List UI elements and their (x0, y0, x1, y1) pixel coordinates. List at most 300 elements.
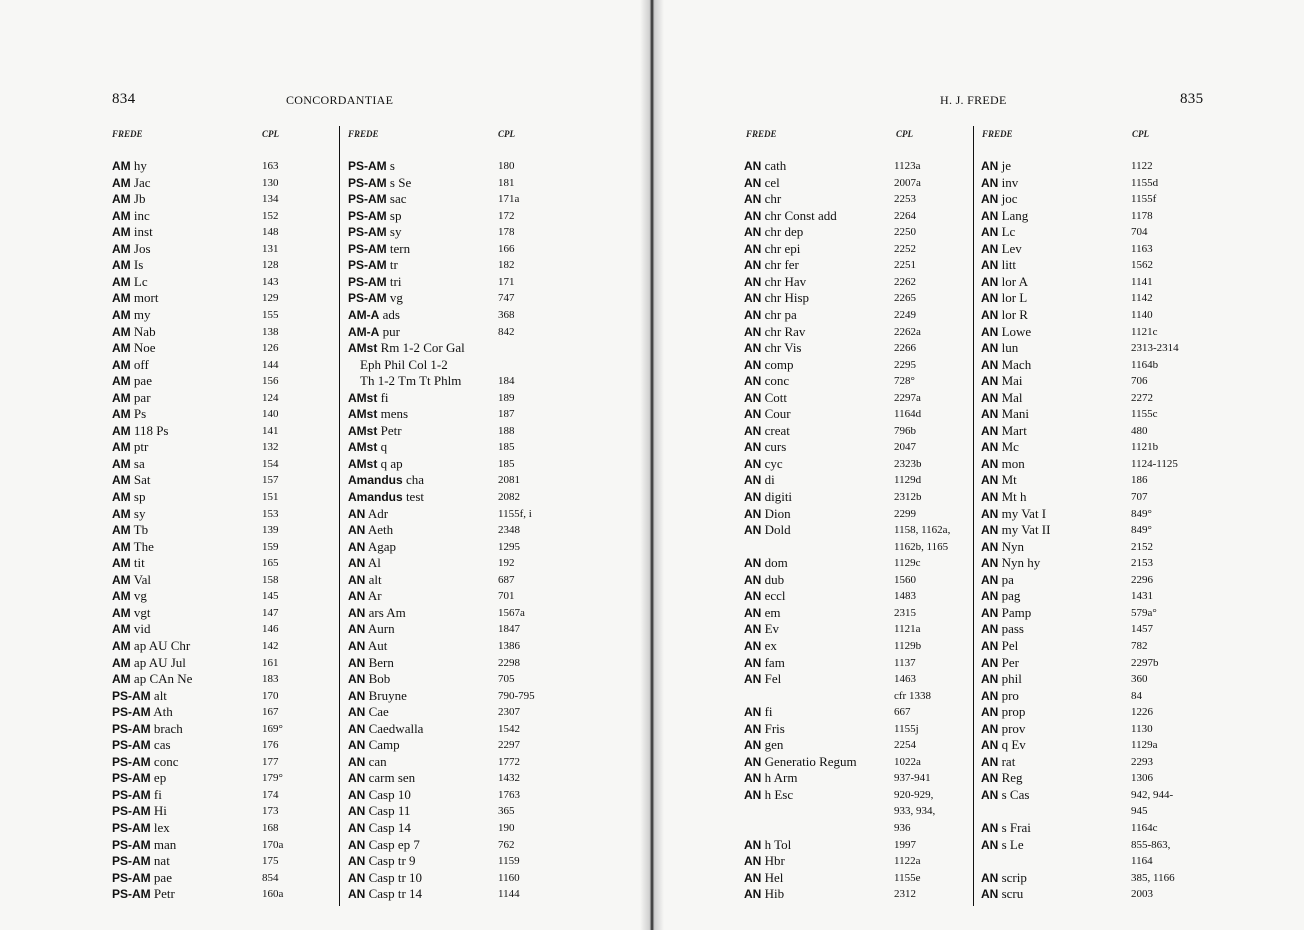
entry-siglum (981, 423, 1027, 439)
entry-siglum (744, 290, 809, 306)
entry-cpl-number: 186 (1131, 474, 1148, 487)
entry-siglum (112, 373, 152, 389)
entry-author-abbrev: AN (744, 208, 762, 223)
entry-work-abbrev: lor A (998, 273, 1028, 289)
entry-cpl-number: 169° (262, 722, 283, 735)
entry-work-abbrev: nat (150, 853, 170, 869)
entry-author-abbrev: AM (112, 605, 131, 620)
entry-cpl-number: 1178 (1131, 209, 1153, 222)
entry-work-abbrev: ads (379, 306, 400, 322)
entry-siglum (348, 737, 400, 753)
entry-author-abbrev: PS-AM (348, 225, 387, 240)
entry-siglum (348, 324, 400, 340)
entry-cpl-number: 2297b (1131, 656, 1159, 669)
entry-cpl-number: 368 (498, 308, 515, 321)
entry-work-abbrev: Casp tr 9 (365, 853, 416, 869)
entry-author-abbrev: AN (348, 622, 366, 637)
entry-cpl-number: 157 (262, 474, 279, 487)
entry-work-abbrev: lex (150, 820, 170, 835)
entry-author-abbrev: AM (112, 341, 131, 356)
entry-work-abbrev: Jb (130, 191, 146, 207)
entry-author-abbrev: AN (348, 672, 366, 687)
entry-author-abbrev: AN (348, 655, 366, 670)
entry-work-abbrev: brach (150, 720, 183, 736)
entry-work-abbrev: em (761, 604, 781, 620)
entry-author-abbrev: AN (348, 556, 366, 571)
entry-siglum (744, 605, 780, 621)
entry-work-abbrev: vgt (130, 604, 151, 620)
entry-author-abbrev: AMst (348, 423, 378, 438)
entry-siglum (112, 241, 151, 257)
entry-siglum (981, 754, 1015, 770)
entry-cpl-number: 129 (262, 292, 279, 305)
entry-author-abbrev: AM (112, 556, 131, 571)
entry-siglum (112, 472, 151, 488)
entry-siglum (348, 506, 388, 522)
entry-cpl-number: 163 (262, 160, 279, 172)
entry-cpl-number: 1121b (1131, 441, 1159, 454)
entry-author-abbrev: AM (112, 324, 131, 339)
entry-cpl-number: 1141 (1131, 275, 1153, 288)
entry-author-abbrev: AN (744, 672, 762, 687)
entry-cpl-number: 667 (894, 706, 911, 719)
entry-siglum (981, 737, 1026, 753)
entry-author-abbrev: AN (744, 159, 762, 173)
entry-work-abbrev: phil (998, 671, 1022, 687)
entry-cpl-number: 188 (498, 424, 515, 437)
entry-work-abbrev: Camp (365, 737, 400, 753)
entry-work-abbrev: chr fer (761, 257, 799, 273)
entry-siglum (981, 257, 1016, 273)
entry-author-abbrev: AM (112, 523, 131, 538)
entry-author-abbrev: AN (744, 854, 762, 869)
entry-work-abbrev: Casp 11 (365, 803, 411, 819)
entry-author-abbrev: AN (981, 192, 999, 207)
entry-work-abbrev: digiti (761, 489, 793, 504)
entry-siglum (744, 208, 837, 224)
entry-work-abbrev: Lev (998, 240, 1022, 256)
entry-work-abbrev: Sat (130, 472, 151, 488)
entry-cpl-number: 1155d (1131, 176, 1159, 189)
entry-work-abbrev: inst (130, 224, 153, 240)
entry-cpl-number: 134 (262, 193, 279, 206)
entry-cpl-number: 1847 (498, 623, 520, 636)
entry-author-abbrev: AM (112, 655, 131, 670)
entry-siglum (348, 472, 424, 488)
entry-cpl-number: 728° (894, 375, 915, 388)
entry-siglum (981, 621, 1024, 637)
entry-siglum (981, 357, 1031, 373)
entry-siglum (981, 886, 1023, 902)
entry-author-abbrev: AN (744, 357, 762, 372)
entry-work-abbrev: Dion (761, 505, 791, 521)
entry-author-abbrev: AN (981, 258, 999, 273)
entry-cpl-number: 1155f, i (498, 507, 532, 520)
entry-work-abbrev: comp (761, 356, 794, 372)
entry-cpl-number: 1121c (1131, 325, 1158, 338)
entry-siglum (348, 621, 395, 637)
entry-cpl-number: 144 (262, 358, 279, 371)
entry-author-abbrev: AN (348, 771, 366, 786)
entry-work-abbrev: sp (130, 489, 146, 504)
entry-work-abbrev: je (998, 158, 1011, 173)
entry-siglum (112, 274, 148, 290)
entry-siglum (348, 870, 422, 886)
entry-cpl-number: 181 (498, 176, 515, 189)
entry-siglum (112, 439, 148, 455)
entry-work-abbrev: Generatio Regum (761, 753, 857, 769)
entry-author-abbrev: AN (744, 440, 762, 455)
entry-cpl-number: 2293 (1131, 755, 1153, 768)
entry-cpl-number: 171a (498, 193, 520, 206)
entry-cpl-number: 2297 (498, 739, 520, 752)
entry-siglum (744, 588, 786, 604)
entry-siglum (348, 340, 465, 356)
entry-work-abbrev: cel (761, 174, 780, 190)
entry-siglum (112, 208, 150, 224)
entry-author-abbrev: AM (112, 291, 131, 306)
entry-siglum (981, 340, 1018, 356)
entry-author-abbrev: PS-AM (112, 821, 151, 835)
entry-author-abbrev: Amandus (348, 490, 403, 504)
entry-author-abbrev: AM-A (348, 324, 380, 339)
entry-work-abbrev: conc (761, 373, 790, 389)
entry-cpl-number: 933, 934, (894, 805, 936, 818)
entry-siglum (981, 522, 1050, 538)
entry-work-abbrev: cas (150, 737, 171, 753)
entry-author-abbrev: AN (744, 556, 762, 571)
entry-author-abbrev: Amandus (348, 473, 403, 488)
entry-siglum (981, 837, 1024, 853)
entry-cpl-number: 2153 (1131, 557, 1153, 570)
entry-author-abbrev: AM (112, 374, 131, 389)
entry-author-abbrev: AN (744, 572, 762, 587)
entry-cpl-number: 189 (498, 391, 515, 404)
entry-author-abbrev: AN (348, 506, 366, 521)
entry-work-abbrev: q ap (377, 455, 403, 471)
entry-cpl-number: 166 (498, 242, 515, 255)
entry-siglum (112, 340, 156, 356)
entry-cpl-number: 2152 (1131, 540, 1153, 553)
entry-author-abbrev: PS-AM (112, 721, 151, 736)
entry-siglum (348, 638, 387, 654)
entry-work-abbrev: my Vat I (998, 505, 1047, 521)
entry-author-abbrev: AN (981, 655, 999, 670)
entry-author-abbrev: AN (744, 887, 762, 902)
entry-siglum (744, 886, 784, 902)
entry-author-abbrev: AN (981, 837, 999, 852)
entry-author-abbrev: AN (981, 407, 999, 422)
entry-siglum (348, 721, 423, 737)
entry-work-abbrev: Ar (365, 588, 382, 604)
entry-cpl-number: 937-941 (894, 772, 931, 785)
entry-siglum (348, 671, 390, 687)
entry-work-abbrev: carm sen (365, 770, 416, 786)
entry-cpl-number: 1142 (1131, 292, 1153, 305)
entry-work-abbrev: lor L (998, 290, 1028, 306)
entry-siglum (744, 456, 783, 472)
entry-cpl-number: 1129c (894, 557, 921, 570)
entry-cpl-number: 1431 (1131, 590, 1153, 603)
entry-cpl-number: 185 (498, 457, 515, 470)
entry-siglum (981, 870, 1027, 886)
entry-author-abbrev: AN (981, 208, 999, 223)
entry-siglum (112, 324, 156, 340)
entry-siglum (348, 373, 461, 389)
entry-siglum (981, 158, 1011, 174)
entry-cpl-number: 1483 (894, 590, 916, 603)
entry-cpl-number: 170 (262, 689, 279, 702)
entry-cpl-number: 704 (1131, 226, 1148, 239)
entry-work-abbrev: cha (402, 472, 424, 488)
entry-siglum (348, 175, 411, 191)
entry-siglum (112, 224, 153, 240)
entry-cpl-number: 126 (262, 342, 279, 355)
entry-cpl-number: 177 (262, 755, 279, 768)
entry-author-abbrev: AN (744, 655, 762, 670)
entry-siglum (744, 274, 806, 290)
entry-siglum (981, 820, 1031, 836)
entry-cpl-number: 140 (262, 408, 279, 421)
entry-author-abbrev: AN (744, 523, 762, 538)
entry-author-abbrev: AM (112, 159, 131, 173)
entry-cpl-number: 1164d (894, 408, 922, 421)
entry-cpl-number: 2253 (894, 193, 916, 206)
entry-author-abbrev: AN (744, 225, 762, 240)
entry-work-abbrev: Hel (761, 869, 784, 885)
entry-siglum (348, 555, 381, 571)
entry-siglum (744, 357, 793, 373)
entry-cpl-number: 1163 (1131, 242, 1153, 255)
entry-siglum (981, 208, 1028, 224)
entry-work-abbrev: s Frai (998, 820, 1031, 835)
entry-author-abbrev: AMst (348, 456, 378, 471)
entry-cpl-number: 192 (498, 557, 515, 570)
entry-cpl-number: 936 (894, 822, 911, 834)
entry-siglum (981, 406, 1029, 422)
entry-work-abbrev: scru (998, 886, 1024, 902)
entry-siglum (112, 191, 145, 207)
entry-siglum (744, 572, 784, 588)
entry-siglum (112, 158, 147, 174)
entry-author-abbrev: AM (112, 672, 131, 687)
entry-author-abbrev: AMst (348, 407, 378, 422)
entry-author-abbrev: AM (112, 175, 131, 190)
entry-cpl-number: 173 (262, 805, 279, 818)
entry-work-abbrev: Caedwalla (365, 720, 424, 736)
entry-author-abbrev: AN (744, 870, 762, 885)
entry-cpl-number: 2315 (894, 606, 916, 619)
entry-author-abbrev: AN (981, 159, 999, 173)
entry-work-abbrev: ex (761, 637, 777, 653)
entry-work-abbrev: scrip (998, 869, 1027, 885)
column-divider (973, 126, 974, 906)
entry-cpl-number: 2299 (894, 507, 916, 520)
entry-work-abbrev: Jac (130, 174, 151, 190)
entry-siglum (744, 191, 781, 207)
entry-cpl-number: 849° (1131, 524, 1152, 537)
entry-author-abbrev: AN (744, 390, 762, 405)
entry-siglum (112, 770, 166, 786)
entry-cpl-number: 2249 (894, 308, 916, 321)
entry-cpl-number: 183 (262, 673, 279, 686)
entry-author-abbrev: AN (981, 225, 999, 240)
entry-siglum (981, 390, 1023, 406)
entry-cpl-number: 1159 (498, 855, 520, 868)
entry-siglum (981, 489, 1027, 505)
entry-author-abbrev: AM (112, 192, 131, 207)
entry-cpl-number: 706 (1131, 375, 1148, 388)
entry-siglum (744, 837, 791, 853)
entry-cpl-number: 2251 (894, 259, 916, 272)
col-head-cpl: CPL (498, 129, 515, 139)
entry-siglum (744, 621, 779, 637)
entry-author-abbrev: AN (744, 605, 762, 620)
entry-siglum (112, 522, 148, 538)
entry-work-abbrev: chr Const add (761, 207, 837, 223)
entry-work-abbrev: Cae (365, 704, 389, 720)
entry-author-abbrev: AN (981, 821, 999, 835)
entry-work-abbrev: sy (386, 224, 402, 240)
entry-siglum (348, 158, 395, 174)
entry-author-abbrev: AN (744, 771, 762, 786)
entry-cpl-number: 1432 (498, 772, 520, 785)
book-gutter (640, 0, 664, 930)
entry-cpl-number: 2250 (894, 226, 916, 239)
entry-work-abbrev: inv (998, 174, 1019, 190)
entry-work-abbrev: Is (130, 257, 144, 273)
entry-work-abbrev: lor R (998, 306, 1028, 322)
entry-author-abbrev: AN (744, 407, 762, 422)
entry-cpl-number: 170a (262, 838, 284, 851)
entry-cpl-number: 1158, 1162a, (894, 524, 951, 537)
entry-work-abbrev: Dold (761, 522, 791, 538)
entry-cpl-number: 130 (262, 176, 279, 189)
entry-siglum (112, 820, 170, 836)
entry-cpl-number: 796b (894, 424, 916, 437)
entry-siglum (981, 506, 1046, 522)
entry-siglum (112, 688, 167, 704)
entry-cpl-number: 156 (262, 375, 279, 388)
entry-siglum (112, 489, 145, 505)
entry-author-abbrev: AN (981, 357, 999, 372)
entry-author-abbrev: AN (744, 473, 762, 488)
entry-cpl-number: 1542 (498, 722, 520, 735)
entry-cpl-number: 1022a (894, 755, 921, 768)
entry-cpl-number: 1295 (498, 540, 520, 553)
entry-siglum (348, 770, 415, 786)
entry-author-abbrev: AN (348, 887, 366, 902)
entry-siglum (744, 671, 781, 687)
entry-siglum (348, 406, 408, 422)
entry-author-abbrev: AN (744, 705, 762, 720)
entry-siglum (112, 423, 168, 439)
entry-cpl-number: 1129b (894, 639, 922, 652)
entry-siglum (348, 837, 420, 853)
entry-cpl-number: 2082 (498, 491, 520, 503)
entry-cpl-number: 185 (498, 441, 515, 454)
entry-author-abbrev: PS-AM (112, 771, 151, 786)
entry-cpl-number: 2313-2314 (1131, 342, 1179, 355)
entry-cpl-number: 2254 (894, 739, 916, 752)
entry-work-abbrev: s Cas (998, 786, 1030, 802)
entry-cpl-number: 1386 (498, 639, 520, 652)
entry-cpl-number: 747 (498, 292, 515, 305)
entry-siglum (744, 373, 789, 389)
entry-author-abbrev: AN (981, 324, 999, 339)
entry-siglum (348, 886, 422, 902)
entry-siglum (744, 870, 783, 886)
entry-work-abbrev: mon (998, 455, 1025, 471)
entry-cpl-number: 1122a (894, 855, 921, 868)
entry-author-abbrev: AM (112, 572, 131, 587)
entry-work-abbrev: vid (130, 621, 151, 637)
entry-author-abbrev: AN (981, 523, 999, 538)
entry-author-abbrev: AN (348, 638, 366, 653)
entry-author-abbrev: AN (981, 440, 999, 455)
entry-author-abbrev: AN (981, 787, 999, 802)
entry-siglum (112, 787, 162, 803)
entry-work-abbrev: di (761, 472, 775, 488)
entry-cpl-number: 2295 (894, 358, 916, 371)
entry-author-abbrev: AN (348, 705, 366, 720)
entry-cpl-number: 1162b, 1165 (894, 540, 949, 553)
entry-cpl-number: 2307 (498, 706, 520, 719)
entry-siglum (348, 588, 382, 604)
entry-author-abbrev: PS-AM (112, 854, 151, 869)
entry-cpl-number: 1129d (894, 474, 922, 487)
entry-work-abbrev: fi (150, 786, 162, 802)
entry-work-abbrev: sa (130, 455, 145, 471)
entry-siglum (112, 290, 158, 306)
entry-author-abbrev: AM (112, 622, 131, 637)
entry-work-abbrev: chr (761, 191, 782, 207)
entry-siglum (112, 853, 170, 869)
entry-cpl-number: 480 (1131, 424, 1148, 437)
entry-work-abbrev: prov (998, 720, 1026, 736)
entry-siglum (348, 754, 387, 770)
entry-author-abbrev: AN (981, 539, 999, 554)
entry-work-abbrev: Mart (998, 422, 1027, 438)
entry-author-abbrev: AM (112, 423, 131, 438)
entry-author-abbrev: AN (348, 804, 366, 819)
entry-work-abbrev: test (402, 489, 424, 504)
entry-author-abbrev: AN (744, 622, 762, 637)
entry-cpl-number: 147 (262, 606, 279, 619)
entry-author-abbrev: AN (981, 672, 999, 687)
entry-siglum (744, 853, 785, 869)
entry-cpl-number: 1562 (1131, 259, 1153, 272)
page-number-right: 835 (1180, 91, 1204, 107)
entry-author-abbrev: AM (112, 589, 131, 604)
entry-cpl-number: 139 (262, 524, 279, 537)
entry-cpl-number: 1155e (894, 871, 921, 884)
entry-siglum (112, 456, 145, 472)
entry-siglum (744, 158, 786, 174)
entry-work-abbrev: Aut (365, 637, 388, 653)
entry-work-abbrev: Adr (365, 505, 389, 521)
entry-work-abbrev: inc (130, 207, 150, 223)
entry-work-abbrev: Petr (377, 422, 402, 438)
entry-author-abbrev: AN (348, 821, 366, 835)
entry-siglum (981, 704, 1025, 720)
entry-siglum (112, 539, 154, 555)
entry-work-abbrev: q Ev (998, 737, 1026, 753)
entry-work-abbrev: pae (150, 869, 172, 885)
entry-siglum (981, 456, 1025, 472)
entry-author-abbrev: PS-AM (112, 804, 151, 819)
entry-author-abbrev: AN (348, 787, 366, 802)
